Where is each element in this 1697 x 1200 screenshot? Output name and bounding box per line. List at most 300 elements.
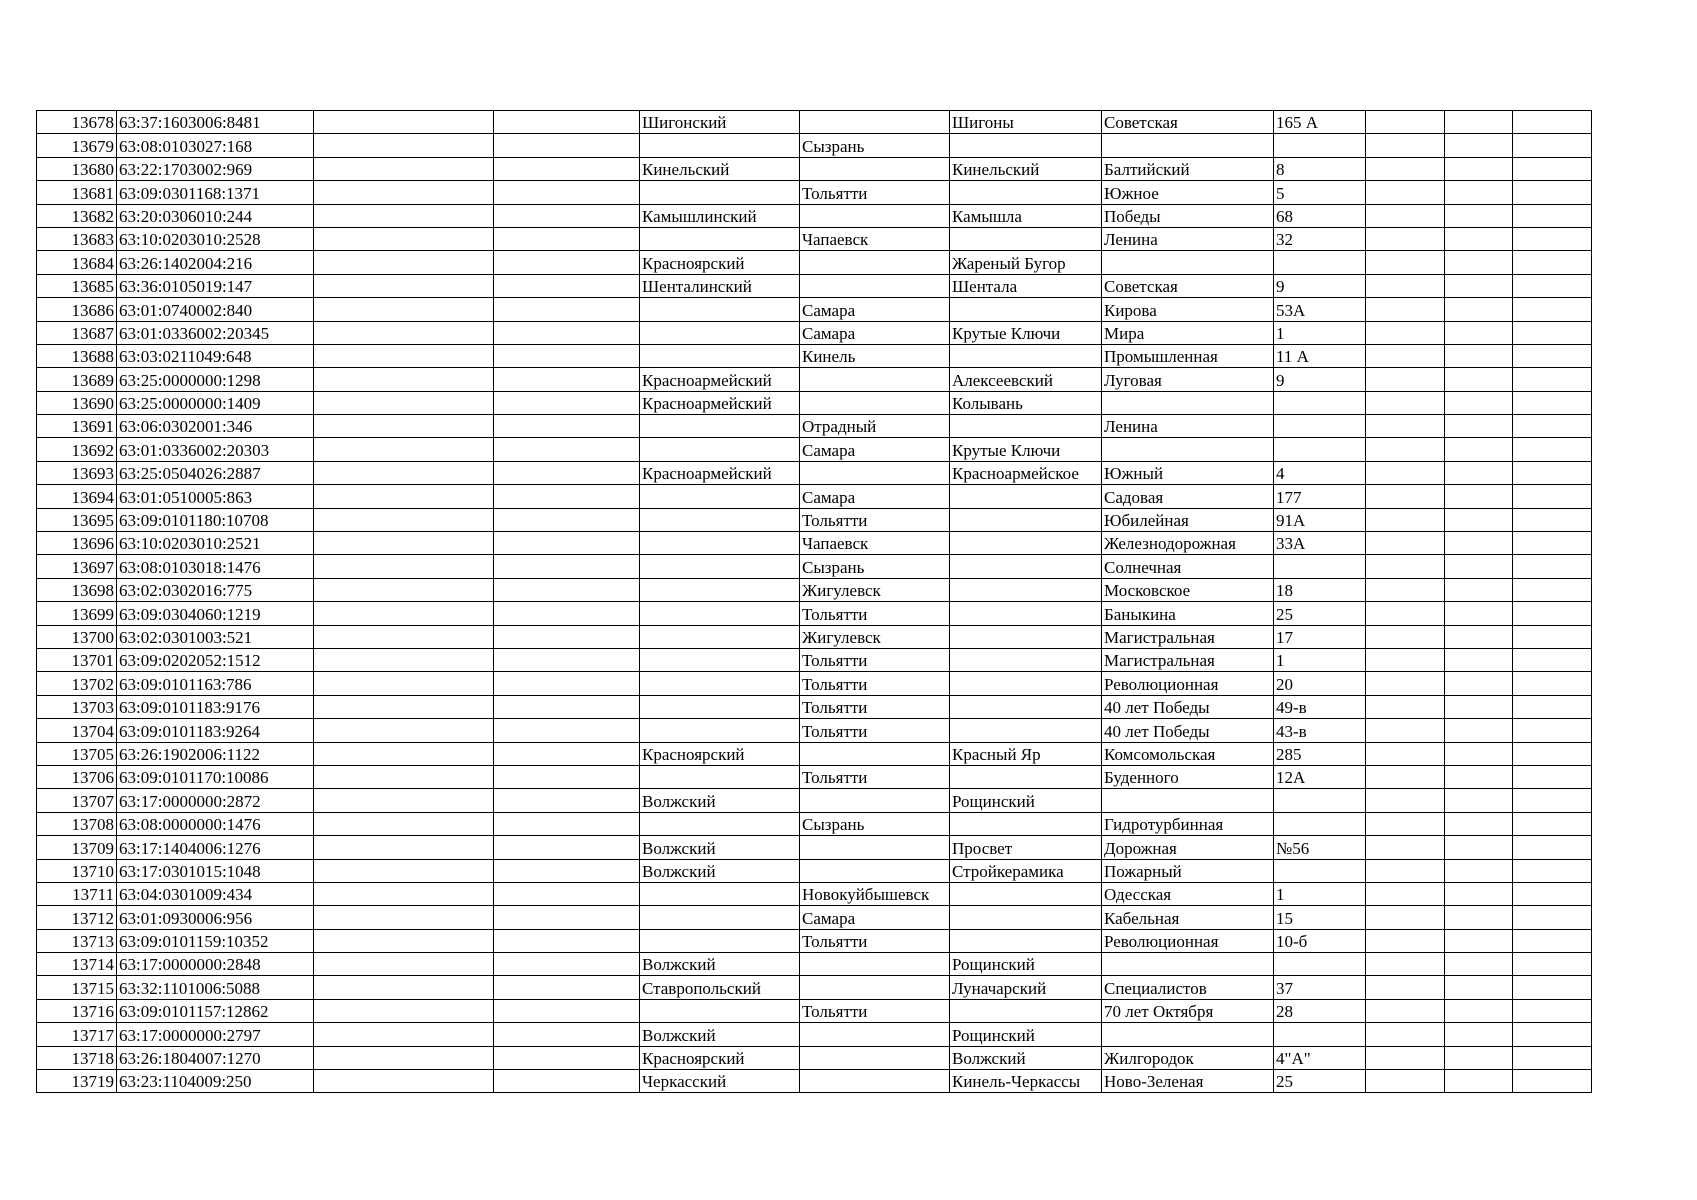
cell-col-empty-d: [1445, 111, 1513, 134]
cell-row-number: 13707: [37, 789, 117, 812]
cell-col-empty-b: [494, 438, 640, 461]
cell-col-empty-c: [1366, 953, 1445, 976]
cell-district: Красноармейский: [640, 391, 800, 414]
cell-col-empty-e: [1513, 1046, 1592, 1069]
cell-col-empty-a: [314, 274, 494, 297]
cell-col-empty-e: [1513, 181, 1592, 204]
table-row: [37, 555, 1592, 578]
cell-settlement: [950, 555, 1102, 578]
cell-col-empty-a: [314, 578, 494, 601]
cell-col-empty-c: [1366, 1046, 1445, 1069]
cell-row-number: 13716: [37, 999, 117, 1022]
table-row: [37, 227, 1592, 250]
cell-col-empty-d: [1445, 999, 1513, 1022]
table-row: [37, 508, 1592, 531]
cell-col-empty-c: [1366, 742, 1445, 765]
table-row: [37, 157, 1592, 180]
cell-district: Красноярский: [640, 251, 800, 274]
cell-row-number: 13682: [37, 204, 117, 227]
cell-street: [1102, 391, 1274, 414]
cell-col-empty-a: [314, 719, 494, 742]
cell-street: [1102, 789, 1274, 812]
cell-street: Мира: [1102, 321, 1274, 344]
cell-col-empty-c: [1366, 999, 1445, 1022]
cell-row-number: 13704: [37, 719, 117, 742]
cell-col-empty-c: [1366, 298, 1445, 321]
cell-street: Комсомольская: [1102, 742, 1274, 765]
cell-settlement: [950, 485, 1102, 508]
cell-col-empty-a: [314, 976, 494, 999]
cell-col-empty-e: [1513, 298, 1592, 321]
cell-col-empty-b: [494, 1070, 640, 1093]
table-row: [37, 321, 1592, 344]
cell-col-empty-d: [1445, 719, 1513, 742]
cell-house: 4: [1274, 461, 1366, 484]
cell-col-empty-d: [1445, 859, 1513, 882]
cell-street: Луговая: [1102, 368, 1274, 391]
cell-row-number: 13695: [37, 508, 117, 531]
cell-house: 285: [1274, 742, 1366, 765]
cell-col-empty-c: [1366, 812, 1445, 835]
cell-street: Дорожная: [1102, 836, 1274, 859]
table-row: [37, 391, 1592, 414]
cell-col-empty-a: [314, 1046, 494, 1069]
cell-row-number: 13701: [37, 648, 117, 671]
cell-col-empty-a: [314, 157, 494, 180]
cell-col-empty-e: [1513, 344, 1592, 367]
cell-col-empty-e: [1513, 1023, 1592, 1046]
cell-cadastral-number: 63:20:0306010:244: [117, 204, 314, 227]
cell-settlement: Кинельский: [950, 157, 1102, 180]
cell-col-empty-c: [1366, 929, 1445, 952]
cell-row-number: 13697: [37, 555, 117, 578]
cell-col-empty-a: [314, 999, 494, 1022]
cell-col-empty-a: [314, 672, 494, 695]
cell-street: Южное: [1102, 181, 1274, 204]
cell-settlement: Луначарский: [950, 976, 1102, 999]
cell-district: Кинельский: [640, 157, 800, 180]
cell-city: [800, 953, 950, 976]
cell-cadastral-number: 63:09:0101183:9176: [117, 695, 314, 718]
cell-col-empty-c: [1366, 555, 1445, 578]
cell-cadastral-number: 63:26:1804007:1270: [117, 1046, 314, 1069]
cell-house: 33А: [1274, 532, 1366, 555]
cell-city: Новокуйбышевск: [800, 882, 950, 905]
cell-city: Самара: [800, 321, 950, 344]
cell-col-empty-b: [494, 111, 640, 134]
cell-col-empty-e: [1513, 695, 1592, 718]
cell-street: Кабельная: [1102, 906, 1274, 929]
cell-house: [1274, 251, 1366, 274]
cell-col-empty-d: [1445, 532, 1513, 555]
cell-row-number: 13708: [37, 812, 117, 835]
cell-col-empty-e: [1513, 227, 1592, 250]
cell-col-empty-d: [1445, 438, 1513, 461]
cell-house: 10-б: [1274, 929, 1366, 952]
cell-col-empty-b: [494, 204, 640, 227]
cell-street: Специалистов: [1102, 976, 1274, 999]
cell-col-empty-a: [314, 391, 494, 414]
cell-col-empty-c: [1366, 181, 1445, 204]
cell-settlement: [950, 415, 1102, 438]
cell-street: Ленина: [1102, 227, 1274, 250]
cell-col-empty-e: [1513, 859, 1592, 882]
cell-street: Московское: [1102, 578, 1274, 601]
cell-street: 40 лет Победы: [1102, 695, 1274, 718]
cell-cadastral-number: 63:25:0000000:1298: [117, 368, 314, 391]
cell-col-empty-c: [1366, 578, 1445, 601]
cell-district: [640, 344, 800, 367]
cell-settlement: Стройкерамика: [950, 859, 1102, 882]
cell-city: [800, 111, 950, 134]
cell-col-empty-a: [314, 181, 494, 204]
cell-street: [1102, 251, 1274, 274]
cell-col-empty-c: [1366, 906, 1445, 929]
cell-col-empty-b: [494, 321, 640, 344]
cell-row-number: 13711: [37, 882, 117, 905]
cell-street: Юбилейная: [1102, 508, 1274, 531]
cell-city: Тольятти: [800, 602, 950, 625]
cell-settlement: Просвет: [950, 836, 1102, 859]
cell-row-number: 13719: [37, 1070, 117, 1093]
cell-row-number: 13717: [37, 1023, 117, 1046]
cell-col-empty-c: [1366, 602, 1445, 625]
cell-street: [1102, 438, 1274, 461]
cell-row-number: 13687: [37, 321, 117, 344]
cell-col-empty-d: [1445, 625, 1513, 648]
cell-city: [800, 368, 950, 391]
cell-house: 28: [1274, 999, 1366, 1022]
cell-col-empty-e: [1513, 508, 1592, 531]
cell-col-empty-e: [1513, 415, 1592, 438]
cell-row-number: 13710: [37, 859, 117, 882]
cell-row-number: 13692: [37, 438, 117, 461]
cell-cadastral-number: 63:10:0203010:2521: [117, 532, 314, 555]
cell-house: 12А: [1274, 765, 1366, 788]
cell-house: 32: [1274, 227, 1366, 250]
cell-house: [1274, 415, 1366, 438]
table-row: [37, 298, 1592, 321]
cell-city: [800, 461, 950, 484]
cell-cadastral-number: 63:02:0302016:775: [117, 578, 314, 601]
cell-col-empty-e: [1513, 765, 1592, 788]
cell-settlement: [950, 134, 1102, 157]
cell-house: 91А: [1274, 508, 1366, 531]
cell-city: Чапаевск: [800, 227, 950, 250]
table-row: [37, 204, 1592, 227]
cell-district: [640, 438, 800, 461]
cell-col-empty-e: [1513, 321, 1592, 344]
cell-cadastral-number: 63:23:1104009:250: [117, 1070, 314, 1093]
cell-city: [800, 859, 950, 882]
table-row: [37, 485, 1592, 508]
cell-col-empty-c: [1366, 859, 1445, 882]
cell-col-empty-e: [1513, 111, 1592, 134]
cell-col-empty-a: [314, 508, 494, 531]
cell-settlement: [950, 882, 1102, 905]
cell-col-empty-d: [1445, 508, 1513, 531]
table-row: [37, 1046, 1592, 1069]
cell-col-empty-e: [1513, 976, 1592, 999]
cell-col-empty-e: [1513, 999, 1592, 1022]
cell-settlement: [950, 625, 1102, 648]
cell-house: 20: [1274, 672, 1366, 695]
table-row: [37, 625, 1592, 648]
cell-settlement: [950, 344, 1102, 367]
cell-cadastral-number: 63:01:0336002:20303: [117, 438, 314, 461]
cell-street: Балтийский: [1102, 157, 1274, 180]
cell-settlement: Рощинский: [950, 1023, 1102, 1046]
cell-col-empty-d: [1445, 882, 1513, 905]
cell-street: 40 лет Победы: [1102, 719, 1274, 742]
cell-district: [640, 485, 800, 508]
cell-house: 1: [1274, 648, 1366, 671]
cell-col-empty-a: [314, 882, 494, 905]
table-row: [37, 999, 1592, 1022]
cell-house: №56: [1274, 836, 1366, 859]
cell-col-empty-b: [494, 1046, 640, 1069]
cell-district: Волжский: [640, 789, 800, 812]
cell-city: Самара: [800, 485, 950, 508]
cell-col-empty-d: [1445, 251, 1513, 274]
cell-col-empty-e: [1513, 672, 1592, 695]
cell-col-empty-d: [1445, 461, 1513, 484]
cell-house: 53А: [1274, 298, 1366, 321]
cell-row-number: 13694: [37, 485, 117, 508]
table-row: [37, 695, 1592, 718]
records-table: [36, 110, 1592, 1093]
cell-col-empty-e: [1513, 906, 1592, 929]
cell-settlement: Шигоны: [950, 111, 1102, 134]
cell-col-empty-d: [1445, 1023, 1513, 1046]
cell-cadastral-number: 63:09:0304060:1219: [117, 602, 314, 625]
cell-col-empty-b: [494, 719, 640, 742]
table-row: [37, 719, 1592, 742]
cell-district: [640, 765, 800, 788]
table-row: [37, 578, 1592, 601]
cell-cadastral-number: 63:01:0510005:863: [117, 485, 314, 508]
cell-row-number: 13696: [37, 532, 117, 555]
cell-col-empty-e: [1513, 485, 1592, 508]
table-row: [37, 251, 1592, 274]
cell-col-empty-d: [1445, 274, 1513, 297]
cell-col-empty-e: [1513, 648, 1592, 671]
cell-col-empty-b: [494, 415, 640, 438]
cell-house: 11 А: [1274, 344, 1366, 367]
cell-city: Тольятти: [800, 672, 950, 695]
cell-city: Тольятти: [800, 929, 950, 952]
cell-city: [800, 976, 950, 999]
cell-col-empty-a: [314, 648, 494, 671]
cell-col-empty-c: [1366, 976, 1445, 999]
cell-settlement: Крутые Ключи: [950, 321, 1102, 344]
cell-col-empty-b: [494, 251, 640, 274]
cell-street: Революционная: [1102, 929, 1274, 952]
cell-cadastral-number: 63:26:1902006:1122: [117, 742, 314, 765]
cell-col-empty-b: [494, 555, 640, 578]
cell-row-number: 13705: [37, 742, 117, 765]
cell-col-empty-a: [314, 695, 494, 718]
cell-cadastral-number: 63:09:0101163:786: [117, 672, 314, 695]
cell-district: [640, 929, 800, 952]
cell-col-empty-b: [494, 859, 640, 882]
table-row: [37, 111, 1592, 134]
cell-col-empty-e: [1513, 555, 1592, 578]
cell-col-empty-c: [1366, 274, 1445, 297]
cell-cadastral-number: 63:09:0101159:10352: [117, 929, 314, 952]
cell-house: [1274, 859, 1366, 882]
cell-col-empty-e: [1513, 578, 1592, 601]
cell-col-empty-c: [1366, 438, 1445, 461]
cell-district: Красноармейский: [640, 368, 800, 391]
table-row: [37, 836, 1592, 859]
cell-col-empty-c: [1366, 321, 1445, 344]
table-row: [37, 882, 1592, 905]
cell-house: 25: [1274, 602, 1366, 625]
cell-house: 1: [1274, 882, 1366, 905]
cell-city: [800, 789, 950, 812]
cell-col-empty-e: [1513, 1070, 1592, 1093]
cell-street: Южный: [1102, 461, 1274, 484]
cell-col-empty-c: [1366, 648, 1445, 671]
cell-street: Магистральная: [1102, 648, 1274, 671]
cell-col-empty-a: [314, 204, 494, 227]
cell-col-empty-c: [1366, 836, 1445, 859]
cell-row-number: 13698: [37, 578, 117, 601]
cell-col-empty-d: [1445, 1070, 1513, 1093]
cell-row-number: 13699: [37, 602, 117, 625]
cell-cadastral-number: 63:08:0103018:1476: [117, 555, 314, 578]
cell-district: Черкасский: [640, 1070, 800, 1093]
cell-col-empty-e: [1513, 134, 1592, 157]
cell-city: Чапаевск: [800, 532, 950, 555]
cell-district: [640, 648, 800, 671]
cell-row-number: 13712: [37, 906, 117, 929]
cell-cadastral-number: 63:02:0301003:521: [117, 625, 314, 648]
cell-col-empty-c: [1366, 485, 1445, 508]
cell-col-empty-a: [314, 906, 494, 929]
table-row: [37, 812, 1592, 835]
cell-house: 9: [1274, 368, 1366, 391]
cell-col-empty-b: [494, 298, 640, 321]
cell-col-empty-d: [1445, 906, 1513, 929]
cell-col-empty-e: [1513, 438, 1592, 461]
cell-col-empty-d: [1445, 485, 1513, 508]
cell-col-empty-c: [1366, 391, 1445, 414]
cell-city: Тольятти: [800, 181, 950, 204]
cell-col-empty-a: [314, 859, 494, 882]
cell-city: [800, 204, 950, 227]
cell-house: 8: [1274, 157, 1366, 180]
cell-street: Пожарный: [1102, 859, 1274, 882]
cell-col-empty-c: [1366, 532, 1445, 555]
cell-district: [640, 508, 800, 531]
cell-cadastral-number: 63:06:0302001:346: [117, 415, 314, 438]
cell-row-number: 13683: [37, 227, 117, 250]
cell-col-empty-a: [314, 485, 494, 508]
cell-col-empty-b: [494, 836, 640, 859]
table-row: [37, 648, 1592, 671]
cell-row-number: 13679: [37, 134, 117, 157]
cell-house: 1: [1274, 321, 1366, 344]
cell-district: Волжский: [640, 836, 800, 859]
cell-city: [800, 1046, 950, 1069]
cell-row-number: 13678: [37, 111, 117, 134]
table-row: [37, 906, 1592, 929]
cell-col-empty-b: [494, 695, 640, 718]
cell-col-empty-e: [1513, 532, 1592, 555]
cell-street: Одесская: [1102, 882, 1274, 905]
cell-house: 4"А": [1274, 1046, 1366, 1069]
cell-row-number: 13686: [37, 298, 117, 321]
cell-col-empty-e: [1513, 157, 1592, 180]
cell-cadastral-number: 63:17:0000000:2872: [117, 789, 314, 812]
cell-street: Советская: [1102, 111, 1274, 134]
cell-col-empty-e: [1513, 882, 1592, 905]
cell-street: Гидротурбинная: [1102, 812, 1274, 835]
cell-city: [800, 157, 950, 180]
table-row: [37, 344, 1592, 367]
cell-row-number: 13700: [37, 625, 117, 648]
cell-cadastral-number: 63:04:0301009:434: [117, 882, 314, 905]
cell-col-empty-c: [1366, 111, 1445, 134]
cell-street: Буденного: [1102, 765, 1274, 788]
cell-col-empty-b: [494, 578, 640, 601]
cell-cadastral-number: 63:09:0101183:9264: [117, 719, 314, 742]
cell-col-empty-b: [494, 625, 640, 648]
cell-col-empty-c: [1366, 695, 1445, 718]
cell-district: [640, 999, 800, 1022]
cell-col-empty-a: [314, 625, 494, 648]
cell-city: [800, 391, 950, 414]
cell-col-empty-c: [1366, 461, 1445, 484]
cell-settlement: Рощинский: [950, 789, 1102, 812]
cell-col-empty-d: [1445, 391, 1513, 414]
cell-settlement: Алексеевский: [950, 368, 1102, 391]
cell-col-empty-b: [494, 765, 640, 788]
cell-settlement: [950, 719, 1102, 742]
cell-col-empty-e: [1513, 719, 1592, 742]
cell-district: [640, 181, 800, 204]
cell-street: Кирова: [1102, 298, 1274, 321]
cell-district: [640, 532, 800, 555]
table-row: [37, 789, 1592, 812]
cell-district: [640, 134, 800, 157]
cell-cadastral-number: 63:36:0105019:147: [117, 274, 314, 297]
cell-col-empty-a: [314, 368, 494, 391]
cell-settlement: [950, 812, 1102, 835]
table-row: [37, 742, 1592, 765]
cell-col-empty-e: [1513, 274, 1592, 297]
cell-col-empty-d: [1445, 836, 1513, 859]
cell-col-empty-d: [1445, 812, 1513, 835]
cell-settlement: Колывань: [950, 391, 1102, 414]
cell-district: Красноярский: [640, 1046, 800, 1069]
cell-district: [640, 227, 800, 250]
cell-street: Советская: [1102, 274, 1274, 297]
cell-district: [640, 906, 800, 929]
cell-col-empty-a: [314, 298, 494, 321]
cell-district: [640, 882, 800, 905]
cell-row-number: 13713: [37, 929, 117, 952]
cell-col-empty-c: [1366, 368, 1445, 391]
cell-city: Самара: [800, 906, 950, 929]
table-row: [37, 765, 1592, 788]
cell-col-empty-e: [1513, 625, 1592, 648]
cell-city: Отрадный: [800, 415, 950, 438]
cell-city: Тольятти: [800, 508, 950, 531]
cell-col-empty-c: [1366, 672, 1445, 695]
